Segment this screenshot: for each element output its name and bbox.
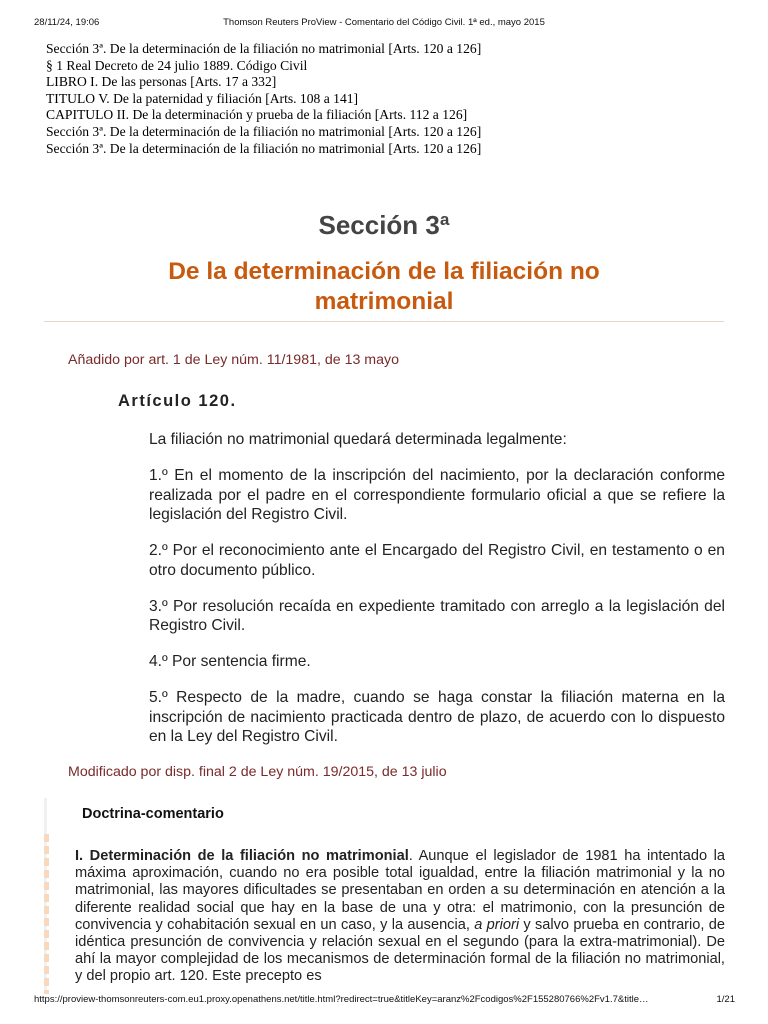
doctrina-lead: I. Determinación de la filiación no matrimonial (75, 848, 409, 864)
doctrina-text (75, 848, 725, 986)
print-title: Thomson Reuters ProView - Comentario del Código Civil. 1ª ed., mayo 2015 (223, 17, 545, 28)
doctrina-highlight-marker (44, 834, 49, 994)
section-divider (44, 321, 724, 322)
article-paragraph: 4.º Por sentencia firme. (149, 653, 311, 670)
print-datetime: 28/11/24, 19:06 (34, 17, 100, 28)
article-paragraph: 2.º Por el reconocimiento ante el Encargado del Registro Civil, en testamento o en otro documento público. (149, 542, 725, 579)
added-note: Añadido por art. 1 de Ley núm. 11/1981, de 13 mayo (68, 352, 400, 368)
print-header (0, 17, 768, 31)
breadcrumb-item[interactable]: Sección 3ª. De la determinación de la filiación no matrimonial [Arts. 120 a 126] (46, 41, 482, 56)
article-body (149, 430, 725, 747)
breadcrumb-item[interactable]: Sección 3ª. De la determinación de la filiación no matrimonial [Arts. 120 a 126] (46, 123, 482, 139)
article-paragraph: 5.º Respecto de la madre, cuando se haga constar la filiación materna en la inscripción de nacimiento practicada dentro de plazo, de acuerdo con lo dispuesto en la Ley del Registro Civil. (149, 689, 725, 745)
article-paragraph: 1.º En el momento de la inscripción del nacimiento, por la declaración conforme realizada por el padre en el correspondiente formulario oficial a que se refiere la legislación del Registro Civil. (149, 467, 725, 523)
breadcrumb (46, 41, 726, 157)
page-number: 1/21 (716, 994, 735, 1005)
breadcrumb-item[interactable]: CAPITULO II. De la determinación y prueba de la filiación [Arts. 112 a 126] (46, 107, 468, 123)
section-number: Sección 3ª (318, 210, 450, 240)
print-footer (0, 994, 768, 1008)
doctrina-heading: Doctrina-comentario (82, 806, 224, 822)
section-title: De la determinación de la filiación no matrimonial (168, 258, 600, 315)
breadcrumb-item[interactable]: TITULO V. De la paternidad y filiación [Arts. 108 a 141] (46, 90, 359, 106)
article-paragraph: 3.º Por resolución recaída en expediente tramitado con arreglo a la legislación del Registro Civil. (149, 597, 725, 634)
breadcrumb-item[interactable]: Sección 3ª. De la determinación de la filiación no matrimonial [Arts. 120 a 126] (46, 140, 482, 156)
breadcrumb-item[interactable]: LIBRO I. De las personas [Arts. 17 a 332] (46, 74, 277, 90)
doctrina-text-a: . Aunque el legislador de 1981 ha intentado la máxima aproximación, cuando no era posible total igualdad, entre la filiación matrimonial y la no matrimonial, las mayores dificultades se presentaban en orden a su determinación en atención a la diferente realidad social que hay en la base de una y otra: el matrimonio, con la presunción de convivencia y cohabitación sexual en un caso, y la ausencia, (75, 848, 726, 933)
print-url: https://proview-thomsonreuters-com.eu1.proxy.openathens.net/title.html?redirect=true&titleKey=aranz%2Fcodigos%2F155280766%2Fv1.7&title… (34, 994, 649, 1005)
modified-note: Modificado por disp. final 2 de Ley núm. 19/2015, de 13 julio (68, 764, 447, 780)
breadcrumb-item[interactable]: § 1 Real Decreto de 24 julio 1889. Código Civil (46, 57, 308, 73)
doctrina-text-b: y salvo prueba en contrario, de idéntica presunción de convivencia y relación sexual en el segundo (para la extra-matrimonial). De ahí la mayor complejidad de los mecanismos de determinación formal de la filiación no matrimonial, y del propio art. 120. Este precepto es (75, 916, 725, 985)
article-paragraph: La filiación no matrimonial quedará determinada legalmente: (149, 431, 567, 448)
doctrina-italic: a priori (474, 916, 520, 933)
article-heading: Artículo 120. (118, 392, 237, 410)
